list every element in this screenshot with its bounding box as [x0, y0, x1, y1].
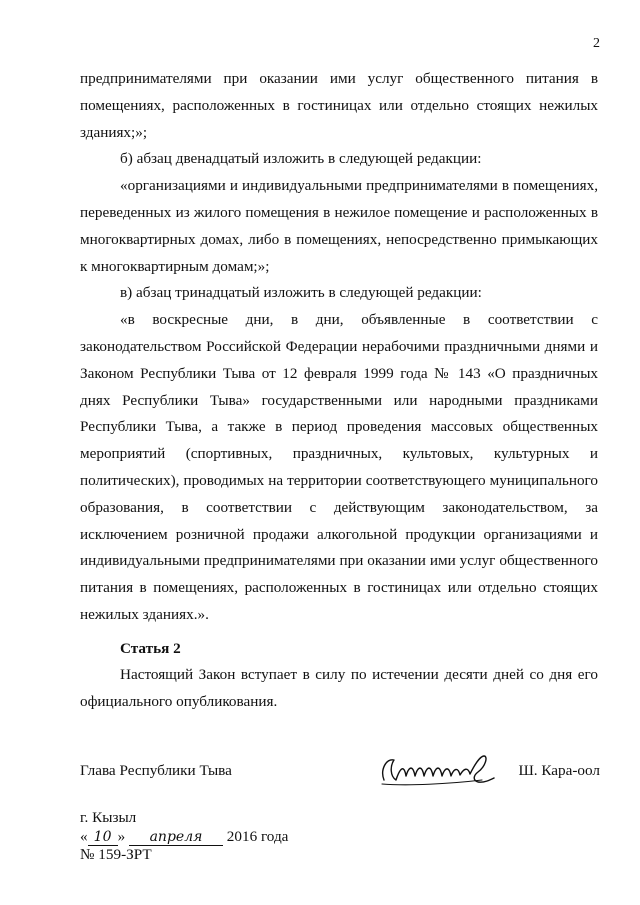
paragraph-quote-b: «организациями и индивидуальными предпринимателями в помещениях, переведенных из жилого помещения в нежилое помещение и расположенных в многоквартирных домах, либо в помещениях, непосредственно примыкающих к многоквартирным домам;»; [80, 177, 598, 275]
paragraph-quote-v: «в воскресные дни, в дни, объявленные в соответствии с законодательством Российской Федерации нерабочими праздничными днями и Законом Республики Тыва от 12 февраля 1999 года № 143 «О праздничных днях Республики Тыва» государственными или народными праздниками Республики Тыва, а также в период проведения массовых общественных мероприятий (спортивных, праздничных, культовых, культурных и политических), проводимых на территории соответствующего муниципального образования, в соответствии с действующим законодательством, за исключением розничной продажи алкогольной продукции организациями и индивидуальными предпринимателями при оказании ими услуг общественного питания в помещениях, расположенных в гостиницах или отдельно стоящих нежилых зданиях.». [80, 311, 598, 623]
date-open-quote: « [80, 828, 88, 845]
article-text: Настоящий Закон вступает в силу по истечении десяти дней со дня его официального опубликования. [80, 666, 598, 710]
paragraph-continuation: предпринимателями при оказании ими услуг общественного питания в помещениях, расположенных в гостиницах или отдельно стоящих нежилых зданиях;»; [80, 70, 598, 141]
law-number: № 159-ЗРТ [80, 846, 152, 863]
city: г. Кызыл [80, 809, 137, 826]
page-number: 2 [593, 36, 600, 51]
paragraph-item-b: б) абзац двенадцатый изложить в следующей редакции: [120, 150, 482, 168]
handwritten-signature [378, 750, 500, 790]
signature-row [80, 758, 600, 788]
signer-title: Глава Республики Тыва [80, 762, 232, 779]
paragraph-item-v: в) абзац тринадцатый изложить в следующей редакции: [120, 284, 482, 302]
date-day: 10 [88, 830, 118, 846]
date-close-quote: » [117, 828, 126, 845]
date-month: апреля [129, 830, 223, 846]
article-heading: Статья 2 [120, 640, 181, 657]
date-year: 2016 года [226, 828, 289, 845]
document-body [80, 66, 598, 629]
signer-name: Ш. Кара-оол [518, 762, 600, 779]
